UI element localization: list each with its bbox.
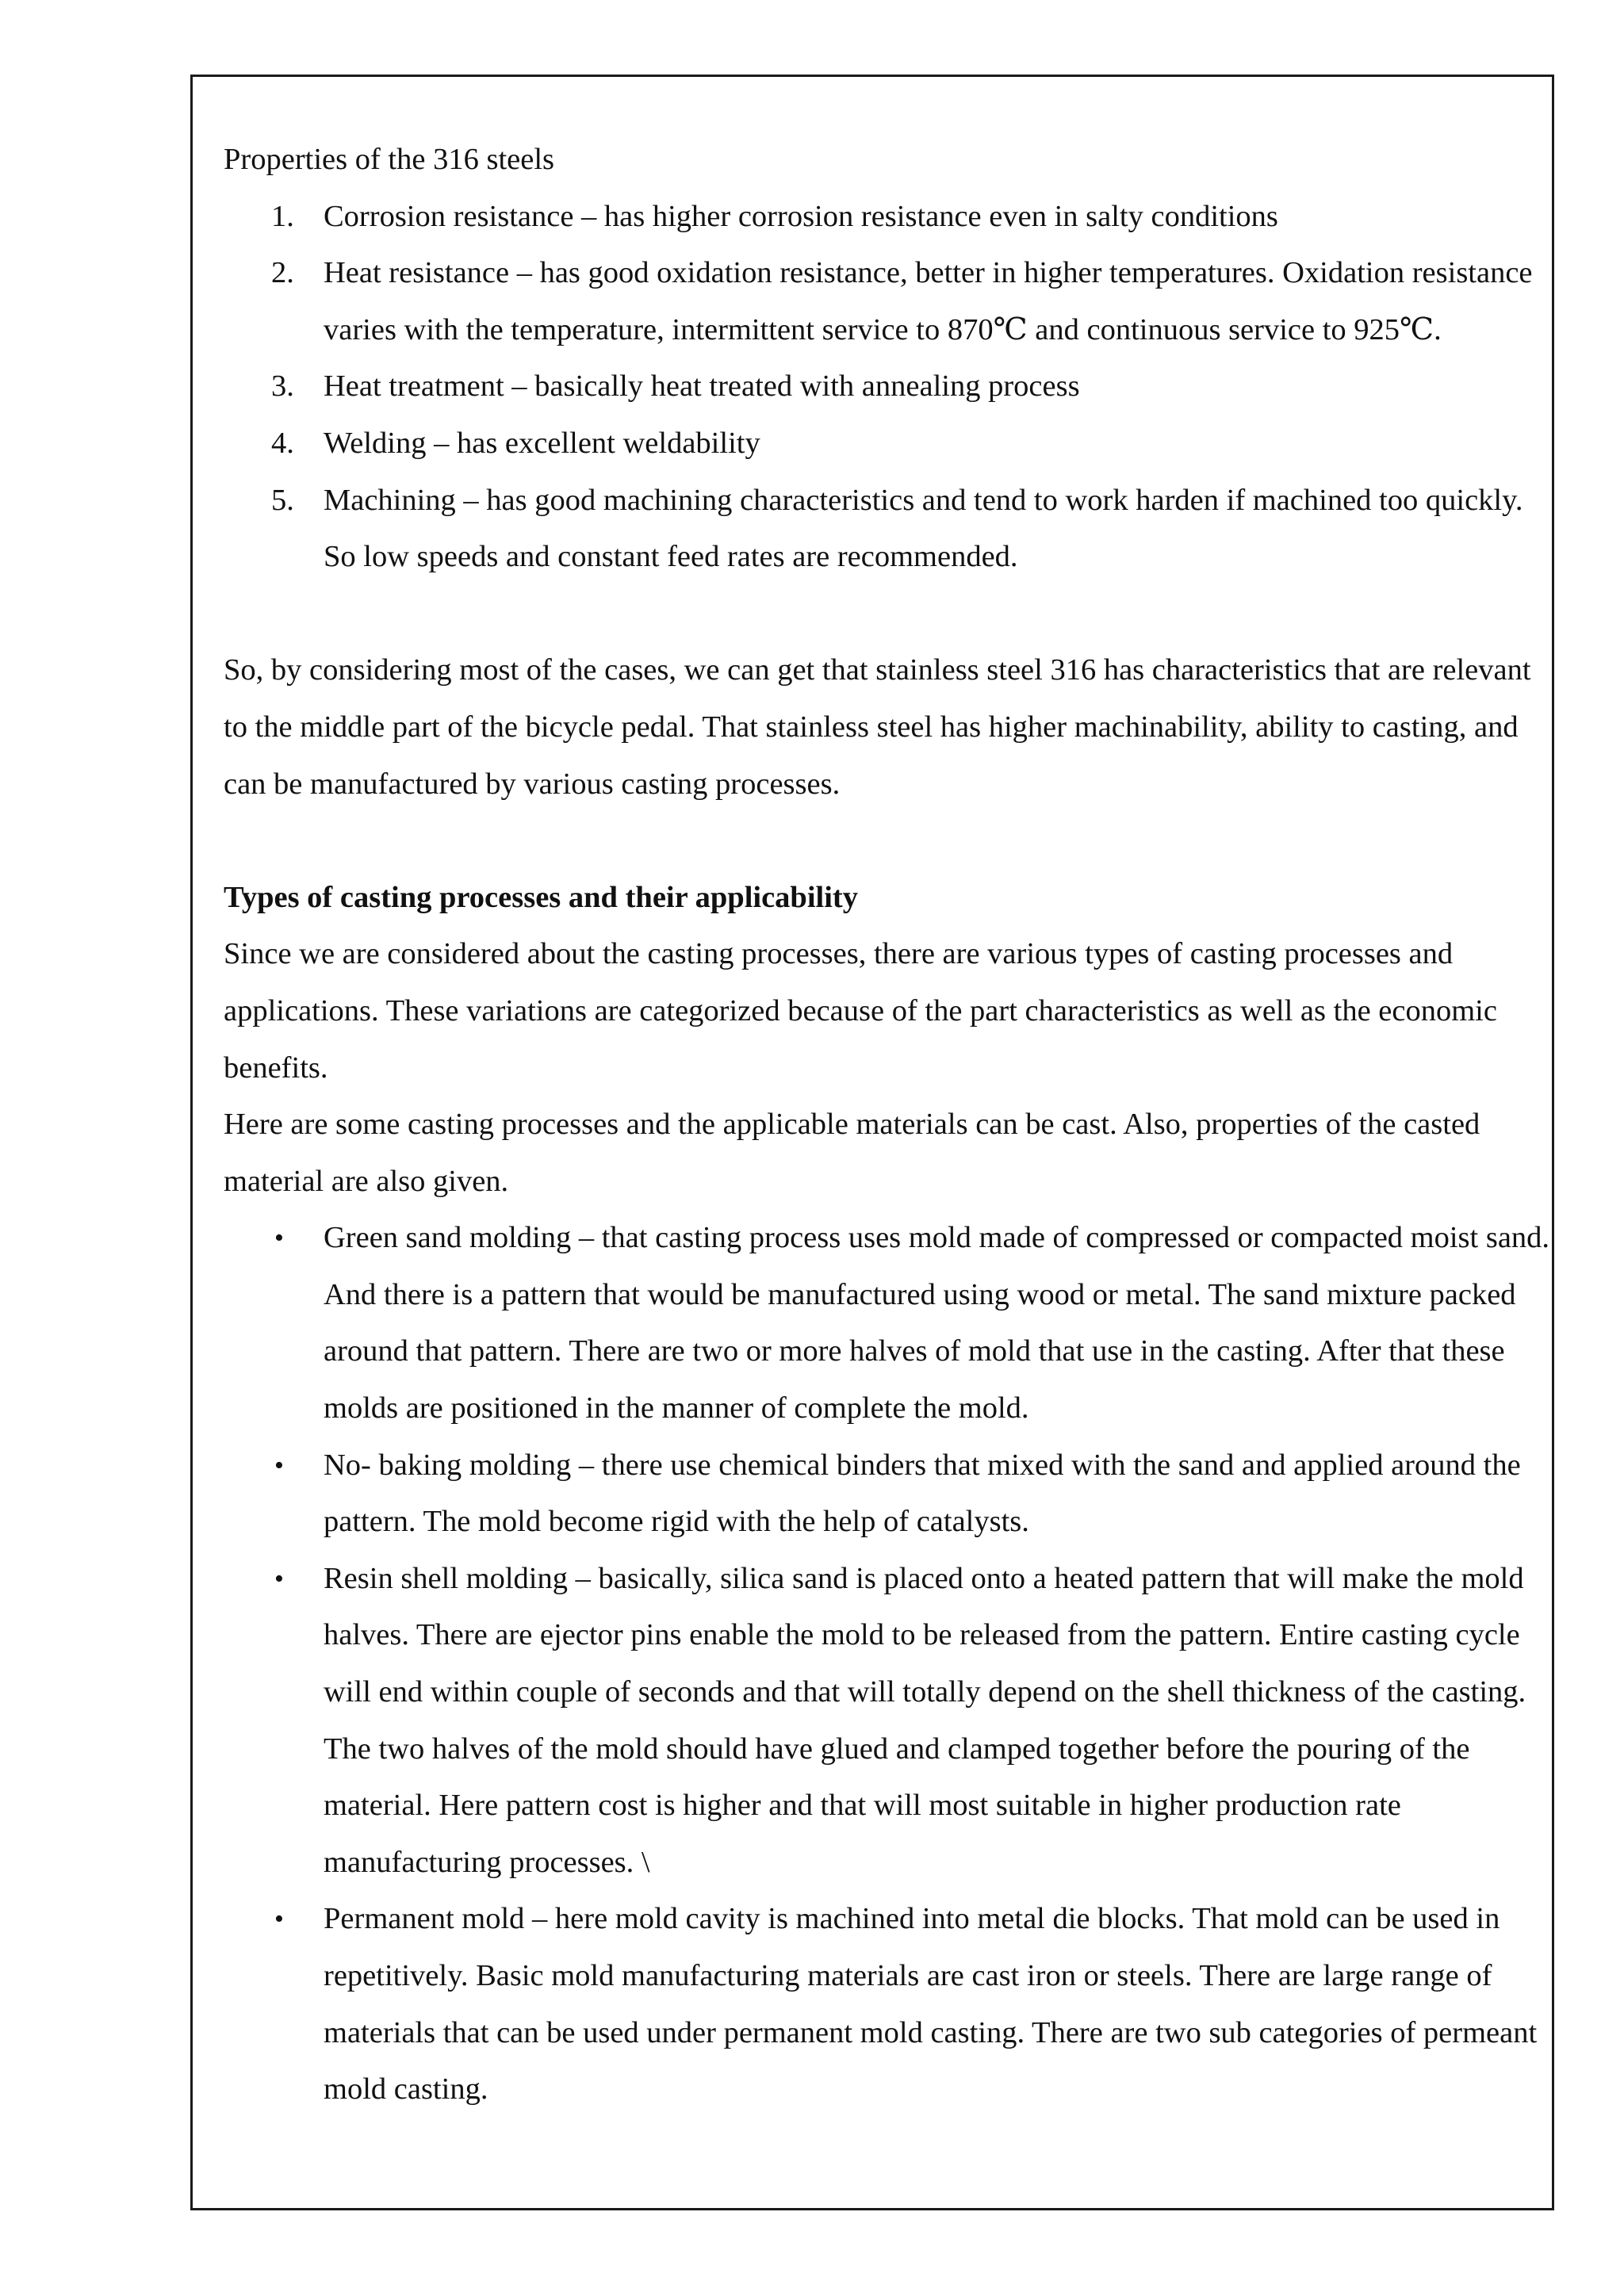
- list-item-text: Heat treatment – basically heat treated with annealing process: [324, 369, 1080, 404]
- list-number: 4.: [271, 426, 294, 460]
- bullet-icon: •: [274, 1904, 284, 1934]
- properties-list-item: [224, 415, 1561, 473]
- casting-intro-paragraph: Here are some casting processes and the applicable materials can be cast. Also, properties of the casted material are also given.: [224, 1108, 1480, 1198]
- list-item-text: Corrosion resistance – has higher corrosion resistance even in salty conditions: [324, 199, 1278, 233]
- casting-process-item: [224, 1210, 1561, 1437]
- bullet-icon: •: [274, 1450, 284, 1480]
- section-heading: Types of casting processes and their applicability: [224, 880, 859, 914]
- summary-paragraph: So, by considering most of the cases, we can get that stainless steel 316 has characteristics that are relevant to the middle part of the bicycle pedal. That stainless steel has higher machinability, ability to casting, and can be manufactured by various casting processes.: [224, 653, 1531, 801]
- document-body: [224, 132, 1561, 2118]
- casting-process-item: [224, 1437, 1561, 1551]
- properties-list-item: [224, 245, 1561, 358]
- properties-title: Properties of the 316 steels: [224, 143, 554, 176]
- list-number: 2.: [271, 256, 294, 290]
- casting-process-item: [224, 1891, 1561, 2118]
- paragraph-spacer: [224, 586, 1561, 643]
- list-item-text: No- baking molding – there use chemical binders that mixed with the sand and applied around the pattern. The mold become rigid with the help of catalysts.: [324, 1448, 1521, 1539]
- list-item-text: Resin shell molding – basically, silica sand is placed onto a heated pattern that will make the mold halves. There are ejector pins enable the mold to be released from the pattern. Entire casting cycle will end within couple of seconds and that will totally depend on the shell thickness of the casting. The two halves of the mold should have glued and clamped together before the pouring of the material. Here pattern cost is higher and that will most suitable in higher production rate manufacturing processes. \: [324, 1561, 1526, 1879]
- properties-list: [224, 189, 1561, 586]
- properties-list-item: [224, 358, 1561, 415]
- list-item-text: Permanent mold – here mold cavity is machined into metal die blocks. That mold can be used in repetitively. Basic mold manufacturing materials are cast iron or steels. There are large range of materials that can be used under permanent mold casting. There are two sub categories of permeant mold casting.: [324, 1902, 1538, 2107]
- properties-list-item: [224, 473, 1561, 586]
- list-number: 1.: [271, 199, 294, 233]
- casting-intro-paragraph: Since we are considered about the casting processes, there are various types of casting processes and applications. These variations are categorized because of the part characteristics as well as the economic benefits.: [224, 937, 1497, 1085]
- bullet-icon: •: [274, 1563, 284, 1594]
- properties-list-item: [224, 189, 1561, 246]
- list-item-text: Heat resistance – has good oxidation resistance, better in higher temperatures. Oxidation resistance varies with the temperature, intermittent service to 870℃ and continuous service to 925℃.: [324, 256, 1533, 346]
- list-item-text: Machining – has good machining characteristics and tend to work harden if machined too quickly. So low speeds and constant feed rates are recommended.: [324, 483, 1523, 574]
- bullet-icon: •: [274, 1223, 284, 1253]
- paragraph-spacer: [224, 813, 1561, 870]
- casting-process-list: [224, 1210, 1561, 2118]
- list-number: 5.: [271, 483, 294, 517]
- casting-process-item: [224, 1551, 1561, 1892]
- list-number: 3.: [271, 369, 294, 404]
- list-item-text: Welding – has excellent weldability: [324, 426, 760, 460]
- list-item-text: Green sand molding – that casting process uses mold made of compressed or compacted moist sand. And there is a pattern that would be manufactured using wood or metal. The sand mixture packed around that pattern. There are two or more halves of mold that use in the casting. After that these molds are positioned in the manner of complete the mold.: [324, 1221, 1550, 1425]
